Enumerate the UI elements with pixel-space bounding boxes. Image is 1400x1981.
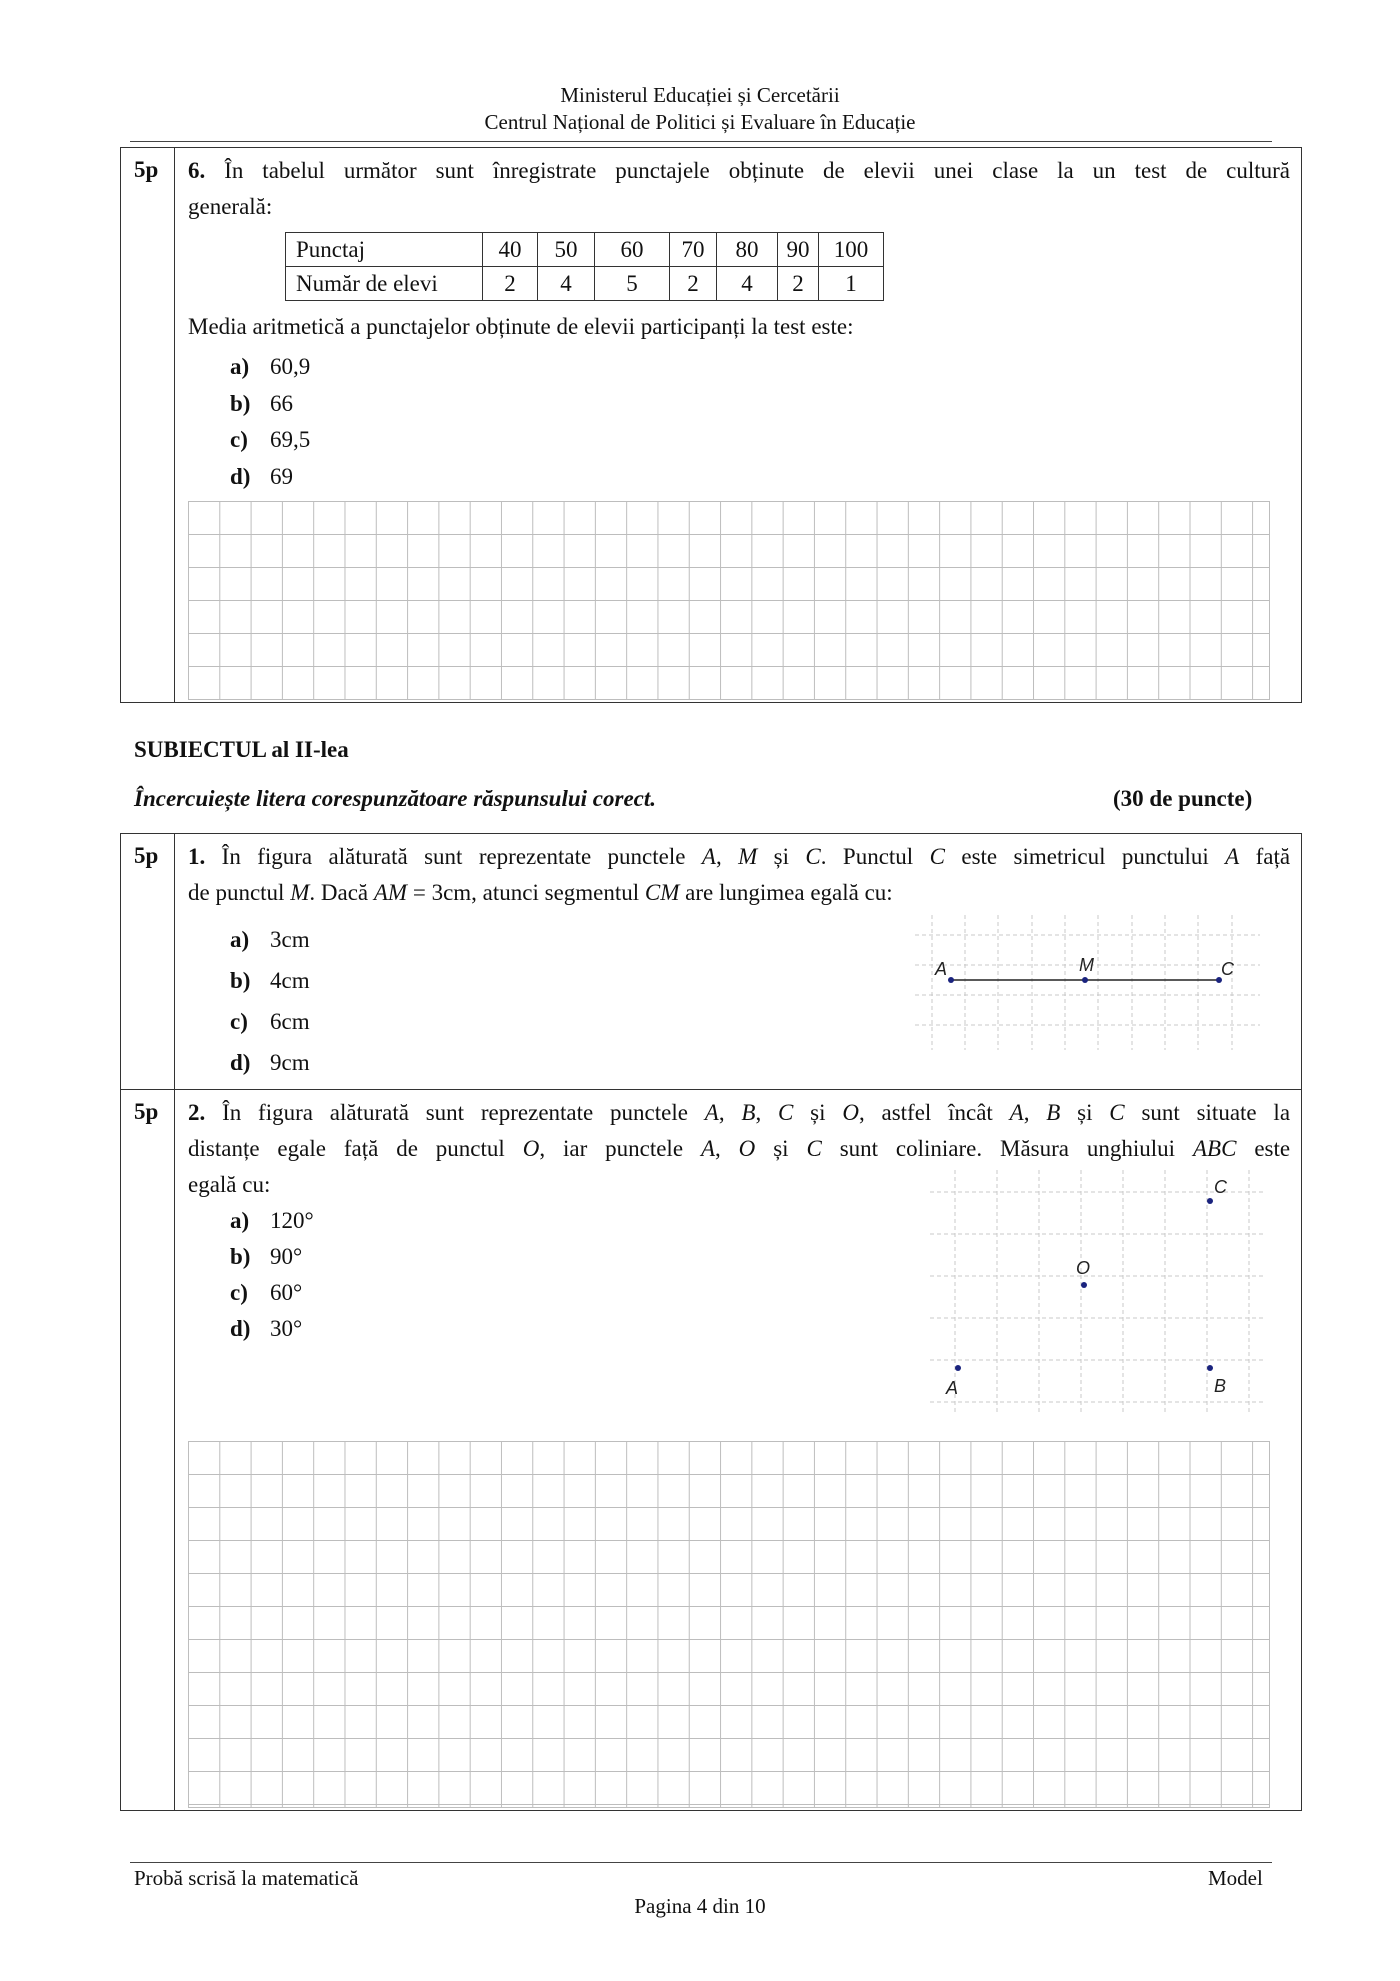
point-m: [1082, 977, 1088, 983]
text-run: distanțe egale față de punctul: [188, 1136, 505, 1161]
option-b[interactable]: [230, 968, 310, 994]
point-b: [1207, 1365, 1213, 1371]
score-cell: 70: [670, 233, 717, 267]
students-cell: 5: [595, 267, 670, 301]
text-run: , atunci segmentul: [471, 880, 640, 905]
question-1-text: [188, 839, 1290, 911]
question-6-statement: În tabelul următor sunt înregistrate punctajele obținute de elevii unei clase la un test de cultură: [224, 158, 1291, 183]
math-var: C: [778, 1100, 794, 1125]
math-var: O: [738, 1136, 756, 1161]
scratch-grid[interactable]: [188, 501, 1270, 700]
section-title: SUBIECTUL al II-lea: [134, 737, 349, 762]
option-b[interactable]: [230, 1244, 302, 1270]
option-value: 9cm: [270, 1050, 310, 1075]
option-value: 69,5: [270, 427, 311, 452]
math-expression: = 3cm: [412, 880, 472, 905]
question-2-number: 2.: [188, 1100, 206, 1125]
text-run: este simetricul punctului: [961, 844, 1209, 869]
score-label: Punctaj: [286, 233, 483, 267]
question-6-text: [188, 153, 1290, 225]
header-center: Centrul Național de Politici și Evaluare în Educație: [484, 110, 916, 134]
option-letter: a): [230, 354, 250, 379]
option-d[interactable]: [230, 1050, 310, 1076]
page-header: [130, 82, 1270, 136]
option-value: 60,9: [270, 354, 311, 379]
option-a[interactable]: [230, 1208, 314, 1234]
question-2-points: 5p: [134, 1099, 159, 1124]
points-column-divider: [174, 147, 175, 703]
option-letter: d): [230, 464, 251, 489]
text-run: În figura alăturată sunt reprezentate punctele: [222, 1100, 688, 1125]
text-run: . Dacă: [309, 880, 369, 905]
points-column-divider: [174, 833, 175, 1811]
math-var: B: [741, 1100, 756, 1125]
math-var: O: [842, 1100, 859, 1125]
option-c[interactable]: [230, 1009, 310, 1035]
option-letter: b): [230, 1244, 251, 1269]
option-value: 30°: [270, 1316, 303, 1341]
footer-exam-name: Probă scrisă la matematică: [134, 1866, 359, 1890]
text-run: sunt coliniare. Măsura unghiului: [839, 1136, 1176, 1161]
label-c: C: [1221, 959, 1234, 979]
students-cell: 4: [717, 267, 778, 301]
point-o: [1081, 1282, 1087, 1288]
math-var: CM: [644, 880, 680, 905]
option-letter: c): [230, 1280, 248, 1305]
math-var: C: [1109, 1100, 1125, 1125]
label-m: M: [1079, 955, 1094, 975]
option-value: 90°: [270, 1244, 303, 1269]
label-a: A: [935, 959, 948, 979]
option-letter: a): [230, 1208, 250, 1233]
text-run: . Punctul: [820, 844, 914, 869]
score-cell: 40: [483, 233, 538, 267]
option-c[interactable]: [230, 427, 310, 453]
math-var: B: [1046, 1100, 1061, 1125]
option-letter: b): [230, 968, 251, 993]
math-var: A: [704, 1100, 719, 1125]
option-a[interactable]: [230, 927, 310, 953]
students-cell: 1: [819, 267, 884, 301]
option-letter: d): [230, 1316, 251, 1341]
math-var: AM: [373, 880, 408, 905]
score-cell: 50: [538, 233, 595, 267]
option-value: 66: [270, 391, 293, 416]
point-a: [955, 1365, 961, 1371]
section-total-points: (30 de puncte): [1113, 786, 1253, 811]
option-letter: b): [230, 391, 251, 416]
label-a: A: [946, 1378, 959, 1398]
text-run: și: [773, 1136, 789, 1161]
question-2-text: 2. În figura alăturată sunt reprezentate punctele A, B, C și O, astfel încât A, B și C sunt situate la distanțe egale față de punctul O, iar punctele A, O și C sunt coliniare. Măsura unghiului ABC este egală cu:: [188, 1095, 1290, 1203]
question-divider: [120, 1089, 1302, 1090]
option-value: 60°: [270, 1280, 303, 1305]
math-var: M: [290, 880, 310, 905]
figure-points-amc: [915, 915, 1265, 1055]
option-value: 69: [270, 464, 293, 489]
label-o: O: [1076, 1258, 1091, 1278]
option-value: 120°: [270, 1208, 314, 1233]
math-var: C: [929, 844, 945, 869]
option-value: 6cm: [270, 1009, 310, 1034]
text-run: față: [1255, 844, 1291, 869]
footer-page-number: Pagina 4 din 10: [634, 1894, 766, 1918]
math-var: C: [806, 1136, 822, 1161]
scratch-grid[interactable]: [188, 1441, 1270, 1808]
option-letter: c): [230, 1009, 248, 1034]
math-var: A: [700, 1136, 715, 1161]
math-var: A: [1225, 844, 1240, 869]
point-a: [948, 977, 954, 983]
score-table: [285, 232, 884, 301]
question-6-points: 5p: [134, 157, 159, 182]
footer-rule: [130, 1862, 1272, 1863]
text-run: și: [810, 1100, 826, 1125]
students-row: [286, 267, 884, 301]
score-cell: 60: [595, 233, 670, 267]
question-1-points: 5p: [134, 843, 159, 868]
header-ministry: Ministerul Educației și Cercetării: [560, 83, 840, 107]
label-c: C: [1214, 1177, 1227, 1197]
option-d[interactable]: [230, 1316, 302, 1342]
option-a[interactable]: [230, 354, 310, 380]
text-run: egală cu:: [188, 1172, 271, 1197]
option-b[interactable]: [230, 391, 293, 417]
option-d[interactable]: [230, 464, 293, 490]
option-value: 4cm: [270, 968, 310, 993]
score-row: [286, 233, 884, 267]
text-run: de punctul: [188, 880, 285, 905]
students-cell: 2: [670, 267, 717, 301]
text-run: și: [1077, 1100, 1093, 1125]
math-var: C: [805, 844, 821, 869]
option-letter: d): [230, 1050, 251, 1075]
math-var: A: [1009, 1100, 1024, 1125]
question-6-number: 6.: [188, 158, 206, 183]
figure-points-abco: [930, 1170, 1270, 1418]
text-run: este: [1254, 1136, 1291, 1161]
question-6-prompt: Media aritmetică a punctajelor obținute de elevii participanți la test este:: [188, 314, 854, 339]
text-run: sunt situate la: [1141, 1100, 1291, 1125]
text-run: , iar punctele: [539, 1136, 684, 1161]
footer-model: Model: [1208, 1866, 1263, 1890]
option-letter: a): [230, 927, 250, 952]
score-cell: 100: [819, 233, 884, 267]
students-cell: 2: [778, 267, 819, 301]
question-6-statement-end: generală:: [188, 194, 273, 219]
math-var: O: [522, 1136, 540, 1161]
students-label: Număr de elevi: [286, 267, 483, 301]
text-run: În figura alăturată sunt reprezentate punctele: [221, 844, 686, 869]
text-run: are lungimea egală cu:: [685, 880, 893, 905]
option-letter: c): [230, 427, 248, 452]
score-cell: 90: [778, 233, 819, 267]
students-cell: 4: [538, 267, 595, 301]
math-var: ABC: [1192, 1136, 1237, 1161]
math-var: A: [701, 844, 716, 869]
header-rule: [130, 141, 1272, 142]
score-cell: 80: [717, 233, 778, 267]
label-b: B: [1214, 1376, 1227, 1396]
text-run: ,: [715, 844, 722, 869]
math-var: M: [738, 844, 758, 869]
question-1-number: 1.: [188, 844, 206, 869]
option-value: 3cm: [270, 927, 310, 952]
option-c[interactable]: [230, 1280, 302, 1306]
point-c: [1207, 1198, 1213, 1204]
figure-grid: [915, 915, 1260, 1050]
text-run: și: [773, 844, 790, 869]
section-instruction: Încercuiește litera corespunzătoare răspunsului corect.: [134, 786, 657, 811]
students-cell: 2: [483, 267, 538, 301]
text-run: , astfel încât: [858, 1100, 993, 1125]
